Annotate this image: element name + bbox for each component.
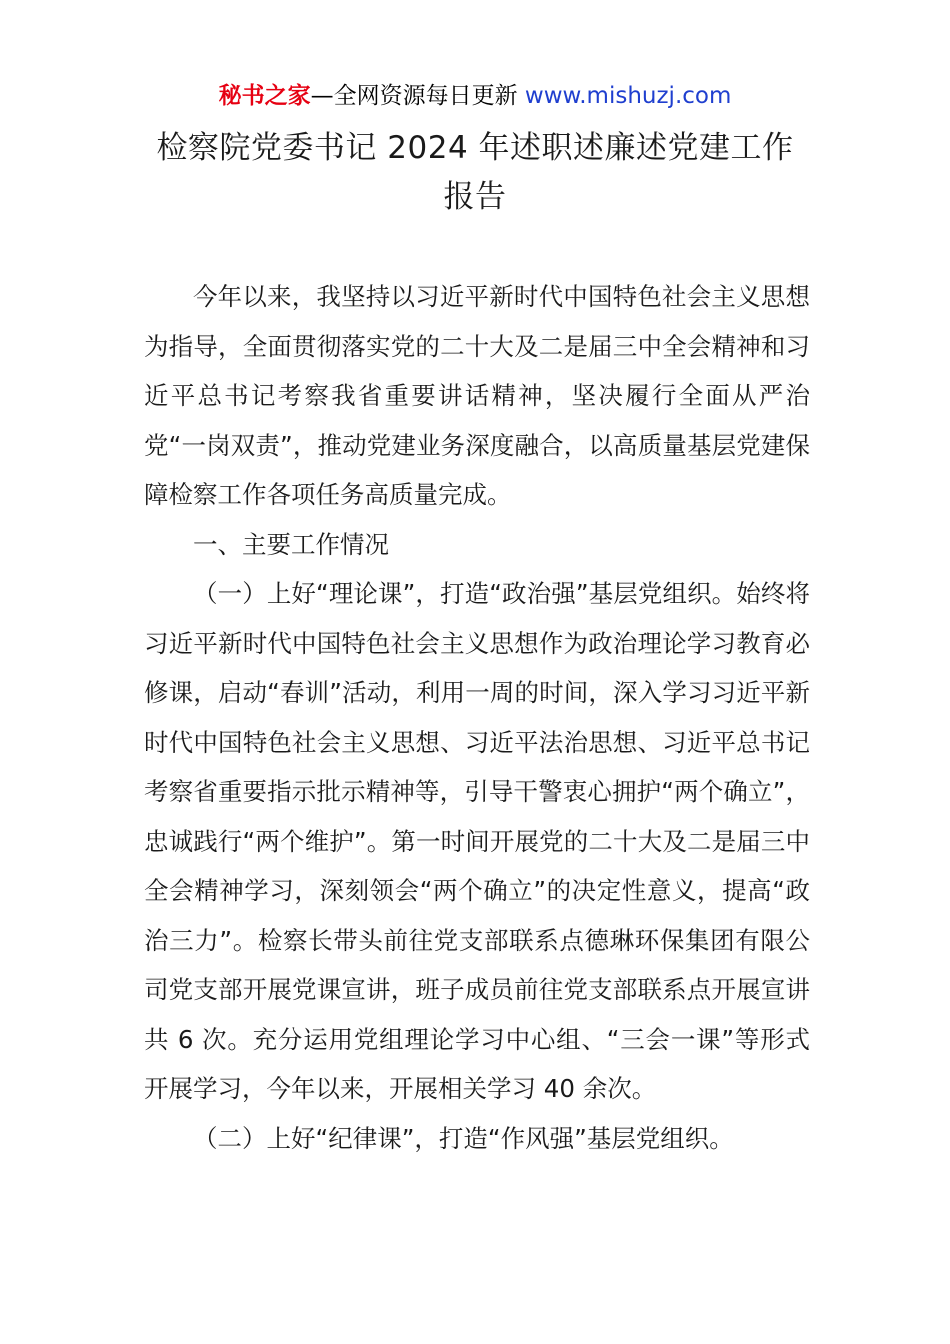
site-url-link[interactable]: www.mishuzj.com (524, 83, 732, 109)
intro-paragraph: 今年以来，我坚持以习近平新时代中国特色社会主义思想为指导，全面贯彻落实党的二十大及二是届三中全会精神和习近平总书记考察我省重要讲话精神，坚决履行全面从严治党“一岗双责”，推动党建业务深度融合，以高质量基层党建保障检察工作各项任务高质量完成。 (144, 282, 810, 509)
subsection-discipline-heading: （二）上好“纪律课”，打造“作风强”基层党组织。 (193, 1123, 734, 1153)
header-tagline: —全网资源每日更新 (310, 83, 518, 109)
title-line-2: 报告 (443, 179, 507, 215)
brand-name: 秘书之家 (218, 83, 311, 109)
section-heading: 一、主要工作情况 (193, 529, 389, 559)
subsection-theory-paragraph: （一）上好“理论课”，打造“政治强”基层党组织。始终将习近平新时代中国特色社会主义思想作为政治理论学习教育必修课，启动“春训”活动，利用一周的时间，深入学习习近平新时代中国特色社会主义思想、习近平法治思想、习近平总书记考察省重要指示批示精神等，引导干警衷心拥护“两个确立”，忠诚践行“两个维护”。第一时间开展党的二十大及二是届三中全会精神学习，深刻领会“两个确立”的决定性意义，提高“政治三力”。检察长带头前往党支部联系点德琳环保集团有限公司党支部开展党课宣讲，班子成员前往党支部联系点开展宣讲共 6 次。充分运用党组理论学习中心组、“三会一课”等形式开展学习，今年以来，开展相关学习 40 余次。 (144, 579, 810, 1103)
document-title (100, 124, 850, 222)
site-header (0, 80, 950, 112)
document-body (144, 272, 810, 1163)
title-line-1: 检察院党委书记 2024 年述职述廉述党建工作 (156, 130, 794, 166)
